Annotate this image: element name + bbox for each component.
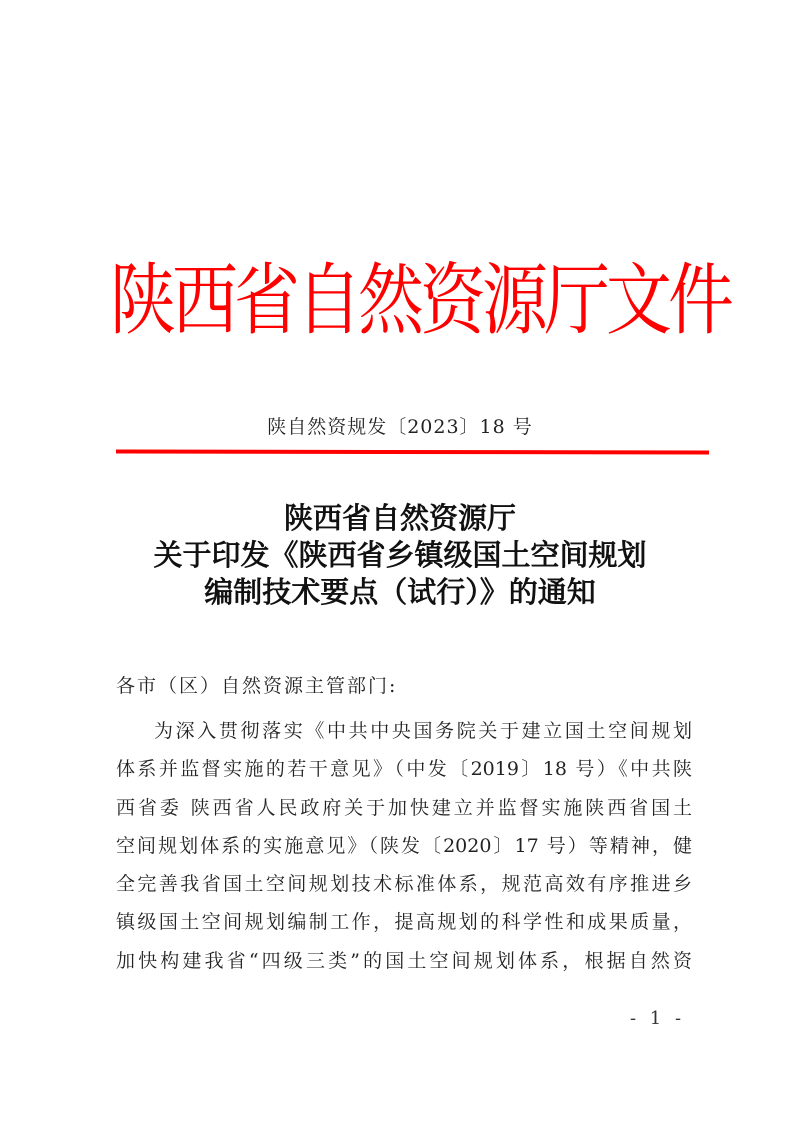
body-line: 加快构建我省“四级三类”的国土空间规划体系，根据自然资 bbox=[116, 949, 692, 972]
page-number: - 1 - bbox=[630, 1008, 686, 1029]
title-line-1: 陕西省自然资源厅 bbox=[283, 501, 516, 535]
body-line: 体系并监督实施的若干意见》（中发〔2019〕18 号）《中共陕 bbox=[116, 758, 692, 781]
title-line-3: 编制技术要点（试行）》的通知 bbox=[204, 575, 596, 609]
body-line: 西省委 陕西省人民政府关于加快建立并监督实施陕西省国土 bbox=[116, 796, 692, 819]
body-line: 镇级国土空间规划编制工作，提高规划的科学性和成果质量， bbox=[116, 911, 692, 934]
salutation: 各市（区）自然资源主管部门: bbox=[116, 675, 398, 697]
red-divider-line bbox=[116, 449, 709, 454]
title-line-2: 关于印发《陕西省乡镇级国土空间规划 bbox=[153, 538, 647, 572]
body-paragraph bbox=[116, 712, 692, 980]
masthead-title: 陕西省自然资源厅文件 bbox=[110, 255, 730, 346]
body-line: 空间规划体系的实施意见》（陕发〔2020〕17 号）等精神，健 bbox=[116, 834, 692, 857]
body-line: 全完善我省国土空间规划技术标准体系，规范高效有序推进乡 bbox=[116, 873, 692, 896]
document-number: 陕自然资规发〔2023〕18 号 bbox=[267, 416, 533, 438]
body-line: 为深入贯彻落实《中共中央国务院关于建立国土空间规划 bbox=[154, 720, 692, 742]
notice-title bbox=[0, 500, 800, 611]
